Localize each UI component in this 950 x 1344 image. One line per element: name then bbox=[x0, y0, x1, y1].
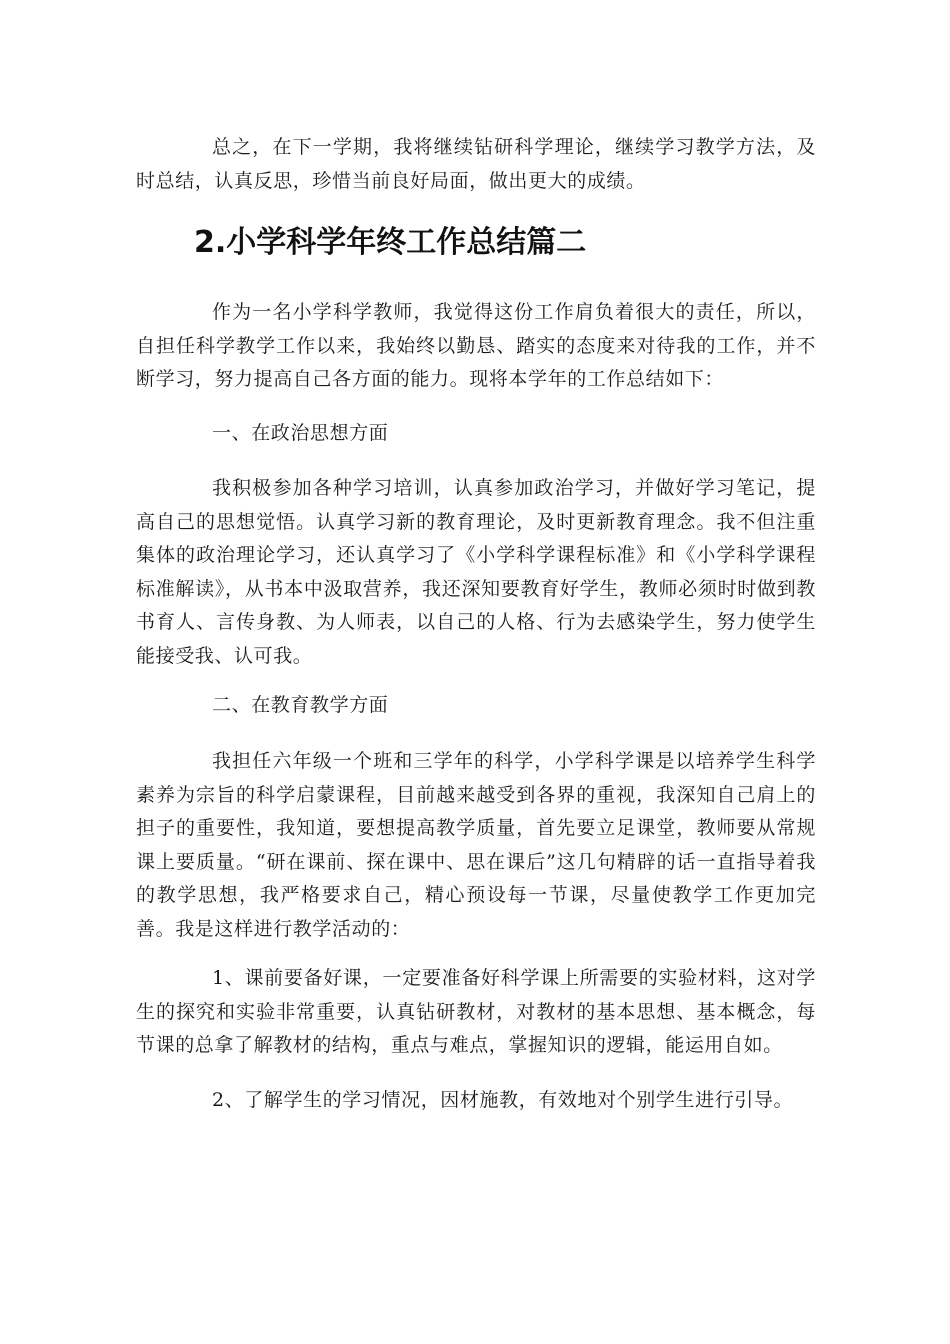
paragraph-politics: 我积极参加各种学习培训，认真参加政治学习，并做好学习笔记，提高自己的思想觉悟。认真学习新的教育理论，及时更新教育理念。我不但注重集体的政治理论学习，还认真学习了《小学科学课程标准》和《小学科学课程标准解读》，从书本中汲取营养，我还深知要教育好学生，教师必须时时做到教书育人、言传身教、为人师表，以自己的人格、行为去感染学生，努力使学生能接受我、认可我。 bbox=[136, 477, 816, 667]
list-item-1: 1、课前要备好课，一定要准备好科学课上所需要的实验材料，这对学生的探究和实验非常重要，认真钻研教材，对教材的基本思想、基本概念，每节课的总拿了解教材的结构，重点与难点，掌握知识的逻辑，能运用自如。 bbox=[136, 967, 816, 1056]
paragraph-teaching: 我担任六年级一个班和三学年的科学，小学科学课是以培养学生科学素养为宗旨的科学启蒙课程，目前越来越受到各界的重视，我深知自己肩上的担子的重要性，我知道，要想提高教学质量，首先要立足课堂，教师要从常规课上要质量。“研在课前、探在课中、思在课后”这几句精辟的话一直指导着我的教学思想，我严格要求自己，精心预设每一节课，尽量使教学工作更加完善。我是这样进行教学活动的： bbox=[136, 750, 816, 940]
section-title-teaching: 二、在教育教学方面 bbox=[212, 694, 389, 716]
intro-paragraph: 总之，在下一学期，我将继续钻研科学理论，继续学习教学方法，及时总结，认真反思，珍惜当前良好局面，做出更大的成绩。 bbox=[136, 136, 816, 192]
paragraph-intro-work: 作为一名小学科学教师，我觉得这份工作肩负着很大的责任，所以，自担任科学教学工作以来，我始终以勤恳、踏实的态度来对待我的工作，并不断学习，努力提高自己各方面的能力。现将本学年的工作总结如下： bbox=[136, 301, 816, 390]
list-item-2: 2、了解学生的学习情况，因材施教，有效地对个别学生进行引导。 bbox=[212, 1089, 794, 1111]
section-title-politics: 一、在政治思想方面 bbox=[212, 422, 389, 444]
section-heading: 2.小学科学年终工作总结篇二 bbox=[194, 225, 587, 260]
